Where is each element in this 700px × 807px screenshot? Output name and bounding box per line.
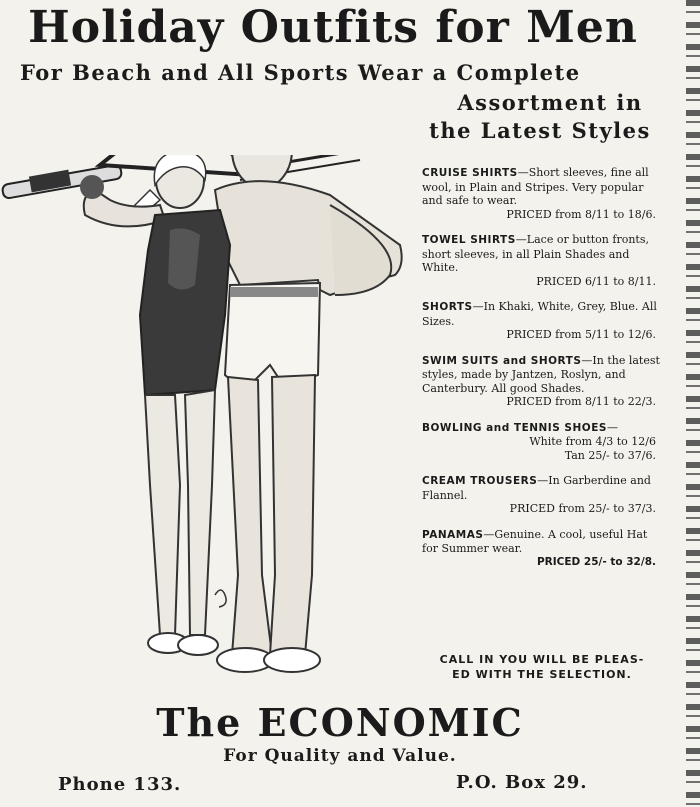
item-price: PRICED from 25/- to 37/3. <box>509 502 656 515</box>
item-price-secondary: Tan 25/- to 37/6. <box>564 448 656 462</box>
item-swim-suits <box>422 354 662 409</box>
item-name: CRUISE SHIRTS <box>422 167 518 179</box>
closing-line-1: CALL IN YOU WILL BE PLEAS- <box>439 653 645 666</box>
item-price: PRICED 6/11 to 8/11. <box>536 274 656 288</box>
woman-figure <box>80 155 230 655</box>
closing-line-2: ED WITH THE SELECTION. <box>452 668 632 681</box>
product-list <box>422 166 662 581</box>
beach-couple-illustration <box>0 155 420 695</box>
item-description: —In Khaki, White, Grey, Blue. All Sizes. <box>422 300 657 328</box>
item-price: PRICED from 5/11 to 12/6. <box>506 328 656 341</box>
subhead-line-2: Assortment in <box>457 90 643 115</box>
item-name: SHORTS <box>422 301 473 313</box>
item-description: —In the latest styles, made by Jantzen, Roslyn, and Canterbury. All good Shades. <box>422 353 660 395</box>
item-price: PRICED from 8/11 to 18/6. <box>506 207 656 221</box>
store-name: The ECONOMIC <box>156 700 524 745</box>
item-name: PANAMAS <box>422 528 484 541</box>
item-description: —In Garberdine and Flannel. <box>422 474 651 502</box>
closing-message <box>422 652 662 682</box>
store-tagline: For Quality and Value. <box>223 746 457 766</box>
item-description: —Short sleeves, fine all wool, in Plain and Stripes. Very popular and safe to wear. <box>422 166 649 207</box>
item-shorts <box>422 300 662 342</box>
item-description: — <box>606 420 618 434</box>
headline: Holiday Outfits for Men <box>28 2 638 53</box>
item-cruise-shirts <box>422 166 662 221</box>
item-towel-shirts <box>422 233 662 288</box>
item-price: PRICED from 8/11 to 22/3. <box>506 395 656 408</box>
subhead-line-3: the Latest Styles <box>429 118 651 143</box>
man-figure <box>215 155 402 672</box>
item-description: —Genuine. A cool, useful Hat for Summer wear. <box>422 527 648 555</box>
subhead-line-1: For Beach and All Sports Wear a Complete <box>20 60 581 85</box>
item-price: PRICED 25/- to 32/8. <box>536 555 656 568</box>
item-panamas <box>422 528 662 570</box>
artist-signature-mark <box>215 590 226 607</box>
item-price: White from 4/3 to 12/6 <box>529 435 656 448</box>
item-name: BOWLING and TENNIS SHOES <box>422 421 607 434</box>
scan-edge-strip <box>686 0 700 807</box>
item-name: TOWEL SHIRTS <box>422 234 516 246</box>
po-box: P.O. Box 29. <box>456 772 588 793</box>
phone-number: Phone 133. <box>58 774 182 795</box>
item-description: —Lace or button fronts, short sleeves, in all Plain Shades and White. <box>422 233 649 274</box>
item-name: SWIM SUITS and SHORTS <box>422 354 582 367</box>
item-name: CREAM TROUSERS <box>422 475 538 487</box>
item-bowling-tennis-shoes <box>422 421 662 463</box>
item-cream-trousers <box>422 474 662 516</box>
